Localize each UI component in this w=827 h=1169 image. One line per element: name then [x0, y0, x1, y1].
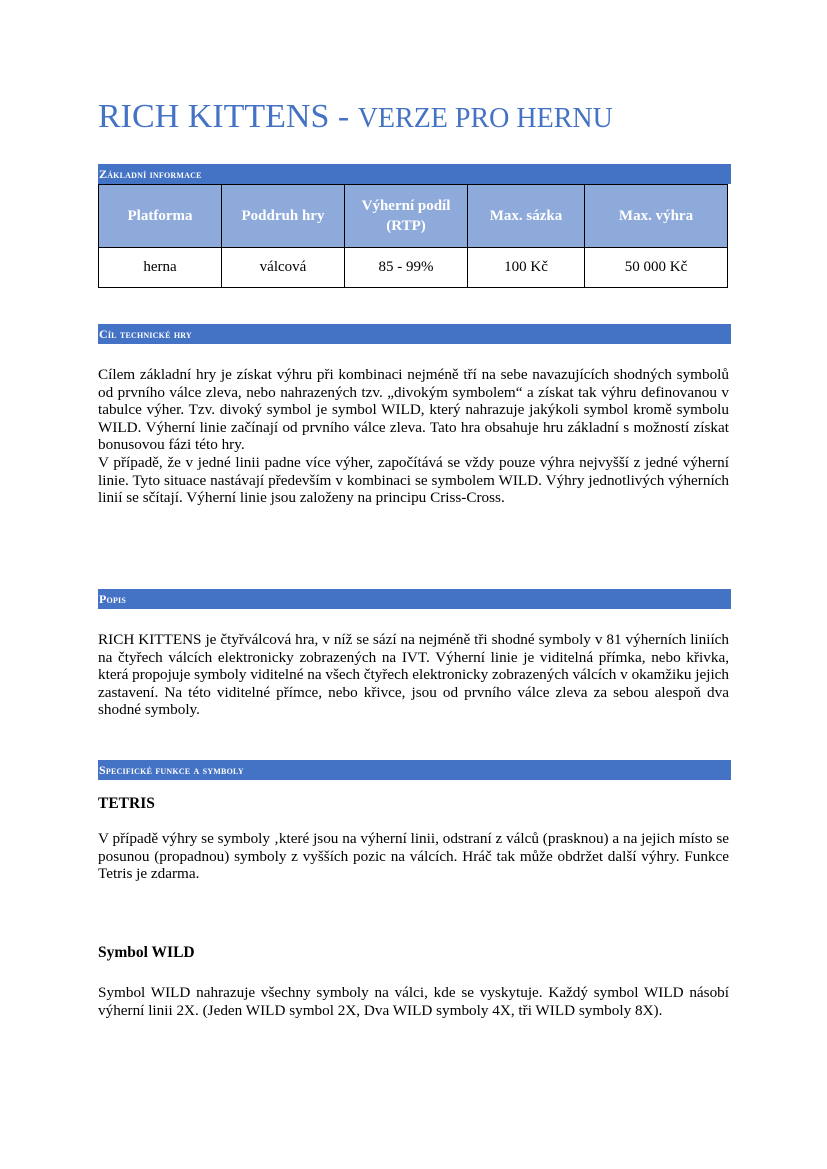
wild-paragraph: Symbol WILD nahrazuje všechny symboly na válci, kde se vyskytuje. Každý symbol WILD násobí výherní linii 2X. (Jeden WILD symbol 2X, Dva WILD symboly 4X, tři WILD symboly 8X).	[98, 984, 729, 1019]
tetris-heading: TETRIS	[98, 795, 155, 812]
header-subtype: Poddruh hry	[222, 185, 345, 248]
section-basic-info: Základní informace	[98, 164, 731, 184]
description-paragraph: RICH KITTENS je čtyřválcová hra, v níž se sází na nejméně tři shodné symboly v 81 výherních liniích na čtyřech válcích elektronicky zobrazených na IVT. Výherní linie je viditelná přímka, nebo křivka, která propojuje symboly viditelné na všech čtyřech elektronicky zobrazených válcích v okamžiku jejich zastavení. Na této viditelné přímce, nebo křivce, jsou od prvního válce zleva za sebou alespoň dva shodné symboly.	[98, 631, 729, 719]
value-platform: herna	[99, 248, 222, 288]
value-subtype: válcová	[222, 248, 345, 288]
title-main: RICH KITTENS -	[98, 98, 358, 135]
section-description: Popis	[98, 589, 731, 609]
page-title	[98, 98, 613, 136]
title-sub: VERZE PRO HERNU	[357, 103, 613, 134]
header-rtp: Výherní podíl (RTP)	[345, 185, 468, 248]
wild-heading: Symbol WILD	[98, 944, 195, 961]
basic-info-table	[98, 184, 728, 288]
section-features: Specifické funkce a symboly	[98, 760, 731, 780]
goal-paragraph: Cílem základní hry je získat výhru při kombinaci nejméně tří na sebe navazujících shodných symbolů od prvního válce zleva, nebo nahrazených tzv. „divokým symbolem“ a získat tak výhru definovanou v tabulce výher. Tzv. divoký symbol je symbol WILD, který nahrazuje jakýkoli symbol kromě symbolu WILD. Výherní linie začínají od prvního válce zleva. Tato hra obsahuje hru základní s možností získat bonusovou fázi této hry. V případě, že v jedné linii padne více výher, započítává se vždy pouze výhra nejvyšší z jedné výherní linie. Tyto situace nastávají především v kombinaci se symbolem WILD. Výhry jednotlivých výherních linií se sčítají. Výherní linie jsou založeny na principu Criss-Cross.	[98, 366, 729, 507]
value-max-win: 50 000 Kč	[585, 248, 728, 288]
header-max-win: Max. výhra	[585, 185, 728, 248]
value-max-bet: 100 Kč	[468, 248, 585, 288]
header-max-bet: Max. sázka	[468, 185, 585, 248]
value-rtp: 85 - 99%	[345, 248, 468, 288]
table-row	[99, 248, 728, 288]
header-platform: Platforma	[99, 185, 222, 248]
tetris-paragraph: V případě výhry se symboly ‚které jsou na výherní linii, odstraní z válců (prasknou) a na jejich místo se posunou (propadnou) symboly z vyšších pozic na válcích. Hráč tak může obdržet další výhry. Funkce Tetris je zdarma.	[98, 830, 729, 883]
section-goal: Cíl technické hry	[98, 324, 731, 344]
table-header-row	[99, 185, 728, 248]
